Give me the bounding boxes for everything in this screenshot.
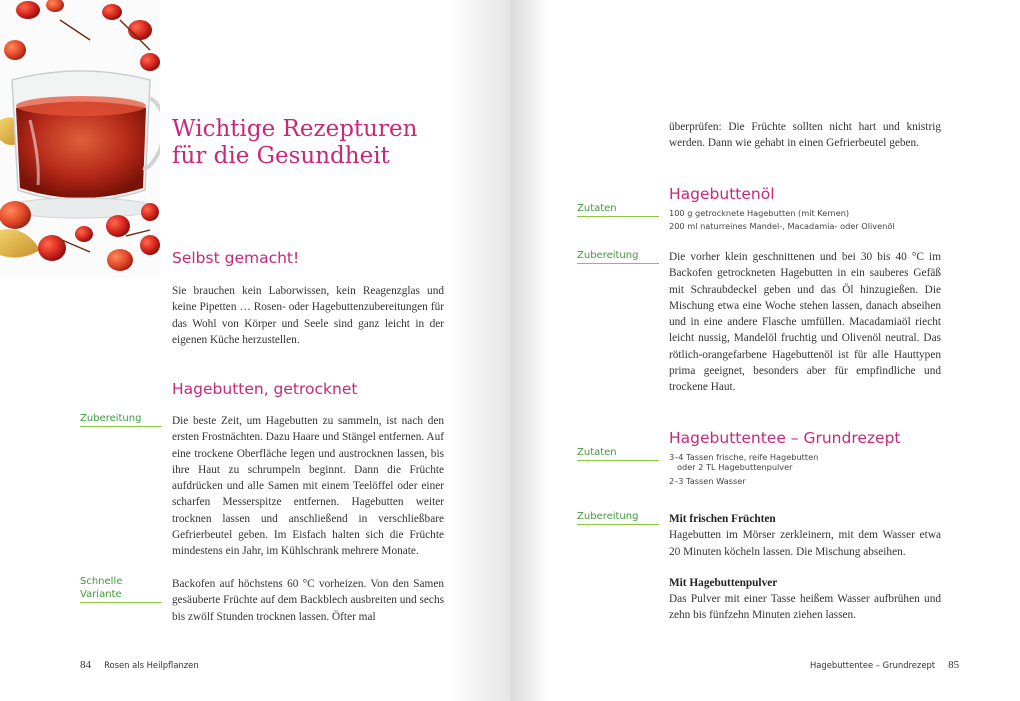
continued-paragraph: überprüfen: Die Früchte sollten nicht hart und knistrig werden. Dann wie gehabt in einen Gefrierbeutel geben. — [669, 121, 941, 150]
oil-ingredient-list — [669, 207, 941, 232]
label-schnelle-variante: Schnelle Variante — [80, 575, 162, 603]
right-footer — [810, 653, 960, 672]
gutter-shadow-left — [450, 0, 510, 701]
page-number-left: 84 — [80, 659, 91, 671]
rosehip-tea-photo — [0, 0, 160, 278]
intro-paragraph: Sie brauchen kein Laborwissen, kein Reagenzglas und keine Pipetten … Rosen- oder Hagebuttenzubereitungen für das Wohl von Körper und Seele sind ganz leicht in der eigenen Küche herzustellen. — [172, 285, 444, 346]
variant-text-powder: Das Pulver mit einer Tasse heißem Wasser aufbrühen und zehn bis fünfzehn Minuten ziehen lassen. — [669, 593, 941, 622]
running-title-right: Hagebuttentee – Grundrezept — [810, 660, 936, 670]
section-heading-selbst-gemacht: Selbst gemacht! — [172, 249, 300, 267]
variant-text-fresh: Hagebutten im Mörser zerkleinern, mit dem Wasser etwa 20 Minuten köcheln lassen. Die Mischung abseihen. — [669, 529, 941, 558]
ingredient-item-continued: oder 2 TL Hagebuttenpulver — [677, 461, 793, 472]
drying-paragraph: Die beste Zeit, um Hagebutten zu sammeln, ist nach den ersten Frostnächten. Dazu Haare und Stängel entfernen. Auf eine trockene Oberfläche legen und austrocknen lassen, bis ihre Haut zu schrumpeln beginnt. Dann die Früchte aufdrücken und alle Samen mit einem Teelöffel oder einer scharfen Messerspitze entfernen. Hagebutten weiter trocknen lassen und anschließend in verschließbare Gefrierbeutel geben. Im Eisfach halten sich die Früchte mindestens ein Jahr, im Kühlschrank mehrere Monate. — [172, 415, 444, 558]
ingredient-item: 2–3 Tassen Wasser — [669, 476, 746, 486]
label-zubereitung-tea: Zubereitung — [577, 510, 659, 525]
left-footer — [80, 653, 199, 672]
quick-variant-paragraph: Backofen auf höchstens 60 °C vorheizen. Von den Samen gesäuberte Früchte auf dem Backblech ausbreiten und sechs bis zwölf Stunden trocknen lassen. Öfter mal — [172, 578, 444, 623]
tea-prep-block — [669, 511, 941, 624]
label-zubereitung-oil: Zubereitung — [577, 249, 659, 264]
right-page — [510, 0, 1020, 701]
label-zutaten-tea: Zutaten — [577, 446, 659, 461]
section-heading-hagebuttenoel: Hagebuttenöl — [669, 185, 775, 203]
label-zutaten-oil: Zutaten — [577, 202, 659, 217]
ingredient-item: 200 ml naturreines Mandel-, Macadamia- oder Olivenöl — [669, 220, 895, 231]
variant-title-fresh: Mit frischen Früchten — [669, 513, 776, 525]
title-line-2: für die Gesundheit — [172, 143, 390, 169]
label-zubereitung: Zubereitung — [80, 412, 162, 427]
rosehip-tea-illustration — [0, 0, 160, 278]
gutter-shadow-right — [510, 0, 550, 701]
section-heading-hagebutten-getrocknet: Hagebutten, getrocknet — [172, 380, 358, 398]
oil-prep-paragraph: Die vorher klein geschnittenen und bei 30 bis 40 °C im Backofen getrockneten Hagebutten in ein sauberes Gefäß mit Schraubdeckel geben und das Öl hinzugießen. Die Mischung etwa eine Woche stehen lassen, danach abseihen und in eine andere Flasche umfüllen. Macadamiaöl riecht leicht nussig, Mandelöl fruchtig und Olivenöl neutral. Das rötlich-orangefarbene Hagebuttenöl ist für alle Hauttypen prima geeignet, besonders aber für empfindliche und trockene Haut. — [669, 251, 941, 394]
variant-title-powder: Mit Hagebuttenpulver — [669, 576, 778, 589]
page-title — [172, 116, 472, 170]
title-line-1: Wichtige Rezepturen — [172, 116, 418, 142]
ingredient-item: 3–4 Tassen frische, reife Hagebutten — [669, 452, 819, 462]
running-title-left: Rosen als Heilpflanzen — [104, 660, 199, 670]
ingredient-item: 100 g getrocknete Hagebutten (mit Kernen) — [669, 208, 850, 218]
tea-ingredient-list — [669, 451, 941, 488]
section-heading-hagebuttentee: Hagebuttentee – Grundrezept — [669, 429, 901, 447]
page-number-right: 85 — [948, 659, 960, 671]
